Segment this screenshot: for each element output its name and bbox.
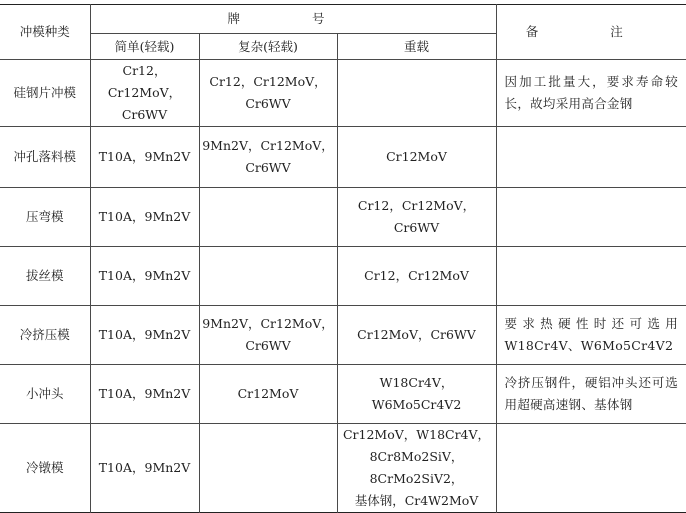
complex-grade-cell: Cr12MoV — [199, 365, 337, 424]
remark-cell: 冷挤压钢件，硬铝冲头还可选用超硬高速钢、基体钢 — [496, 365, 686, 424]
remark-cell — [496, 424, 686, 513]
heavy-grade-cell: Cr12MoV，W18Cr4V， 8Cr8Mo2SiV，8CrMo2SiV2， 基体钢，Cr4W2MoV — [337, 424, 496, 513]
header-heavy: 重载 — [337, 34, 496, 60]
table-row — [0, 365, 686, 424]
die-type-cell: 冷挤压模 — [0, 306, 90, 365]
table-row — [0, 127, 686, 188]
die-type-cell: 硅钢片冲模 — [0, 60, 90, 127]
header-die-type: 冲模种类 — [0, 5, 90, 60]
remark-cell — [496, 188, 686, 247]
header-complex-light: 复杂(轻载) — [199, 34, 337, 60]
table-row — [0, 188, 686, 247]
header-row-1 — [0, 5, 686, 34]
simple-grade-cell: T10A，9Mn2V — [90, 188, 199, 247]
header-grade: 牌 号 — [90, 5, 496, 34]
heavy-grade-cell: Cr12，Cr12MoV — [337, 247, 496, 306]
die-type-cell: 拔丝模 — [0, 247, 90, 306]
simple-grade-cell: T10A，9Mn2V — [90, 247, 199, 306]
simple-grade-cell: T10A，9Mn2V — [90, 365, 199, 424]
die-type-cell: 冲孔落料模 — [0, 127, 90, 188]
table-row — [0, 60, 686, 127]
simple-grade-cell: T10A，9Mn2V — [90, 306, 199, 365]
table-row — [0, 306, 686, 365]
die-type-cell: 压弯模 — [0, 188, 90, 247]
die-type-cell: 冷镦模 — [0, 424, 90, 513]
remark-cell — [496, 247, 686, 306]
die-type-cell: 小冲头 — [0, 365, 90, 424]
complex-grade-cell — [199, 247, 337, 306]
complex-grade-cell: 9Mn2V，Cr12MoV， Cr6WV — [199, 127, 337, 188]
heavy-grade-cell: W18Cr4V， W6Mo5Cr4V2 — [337, 365, 496, 424]
table-row — [0, 424, 686, 513]
die-steel-table — [0, 4, 686, 513]
header-remarks: 备 注 — [496, 5, 686, 60]
simple-grade-cell: T10A，9Mn2V — [90, 424, 199, 513]
remark-cell — [496, 127, 686, 188]
simple-grade-cell: Cr12，Cr12MoV， Cr6WV — [90, 60, 199, 127]
remark-cell: 要求热硬性时还可选用W18Cr4V、W6Mo5Cr4V2 — [496, 306, 686, 365]
remark-cell: 因加工批量大，要求寿命较长，故均采用高合金钢 — [496, 60, 686, 127]
complex-grade-cell: Cr12，Cr12MoV， Cr6WV — [199, 60, 337, 127]
heavy-grade-cell: Cr12MoV，Cr6WV — [337, 306, 496, 365]
simple-grade-cell: T10A，9Mn2V — [90, 127, 199, 188]
heavy-grade-cell: Cr12，Cr12MoV， Cr6WV — [337, 188, 496, 247]
complex-grade-cell — [199, 424, 337, 513]
heavy-grade-cell: Cr12MoV — [337, 127, 496, 188]
heavy-grade-cell — [337, 60, 496, 127]
header-simple-light: 简单(轻载) — [90, 34, 199, 60]
complex-grade-cell: 9Mn2V，Cr12MoV， Cr6WV — [199, 306, 337, 365]
complex-grade-cell — [199, 188, 337, 247]
table-row — [0, 247, 686, 306]
